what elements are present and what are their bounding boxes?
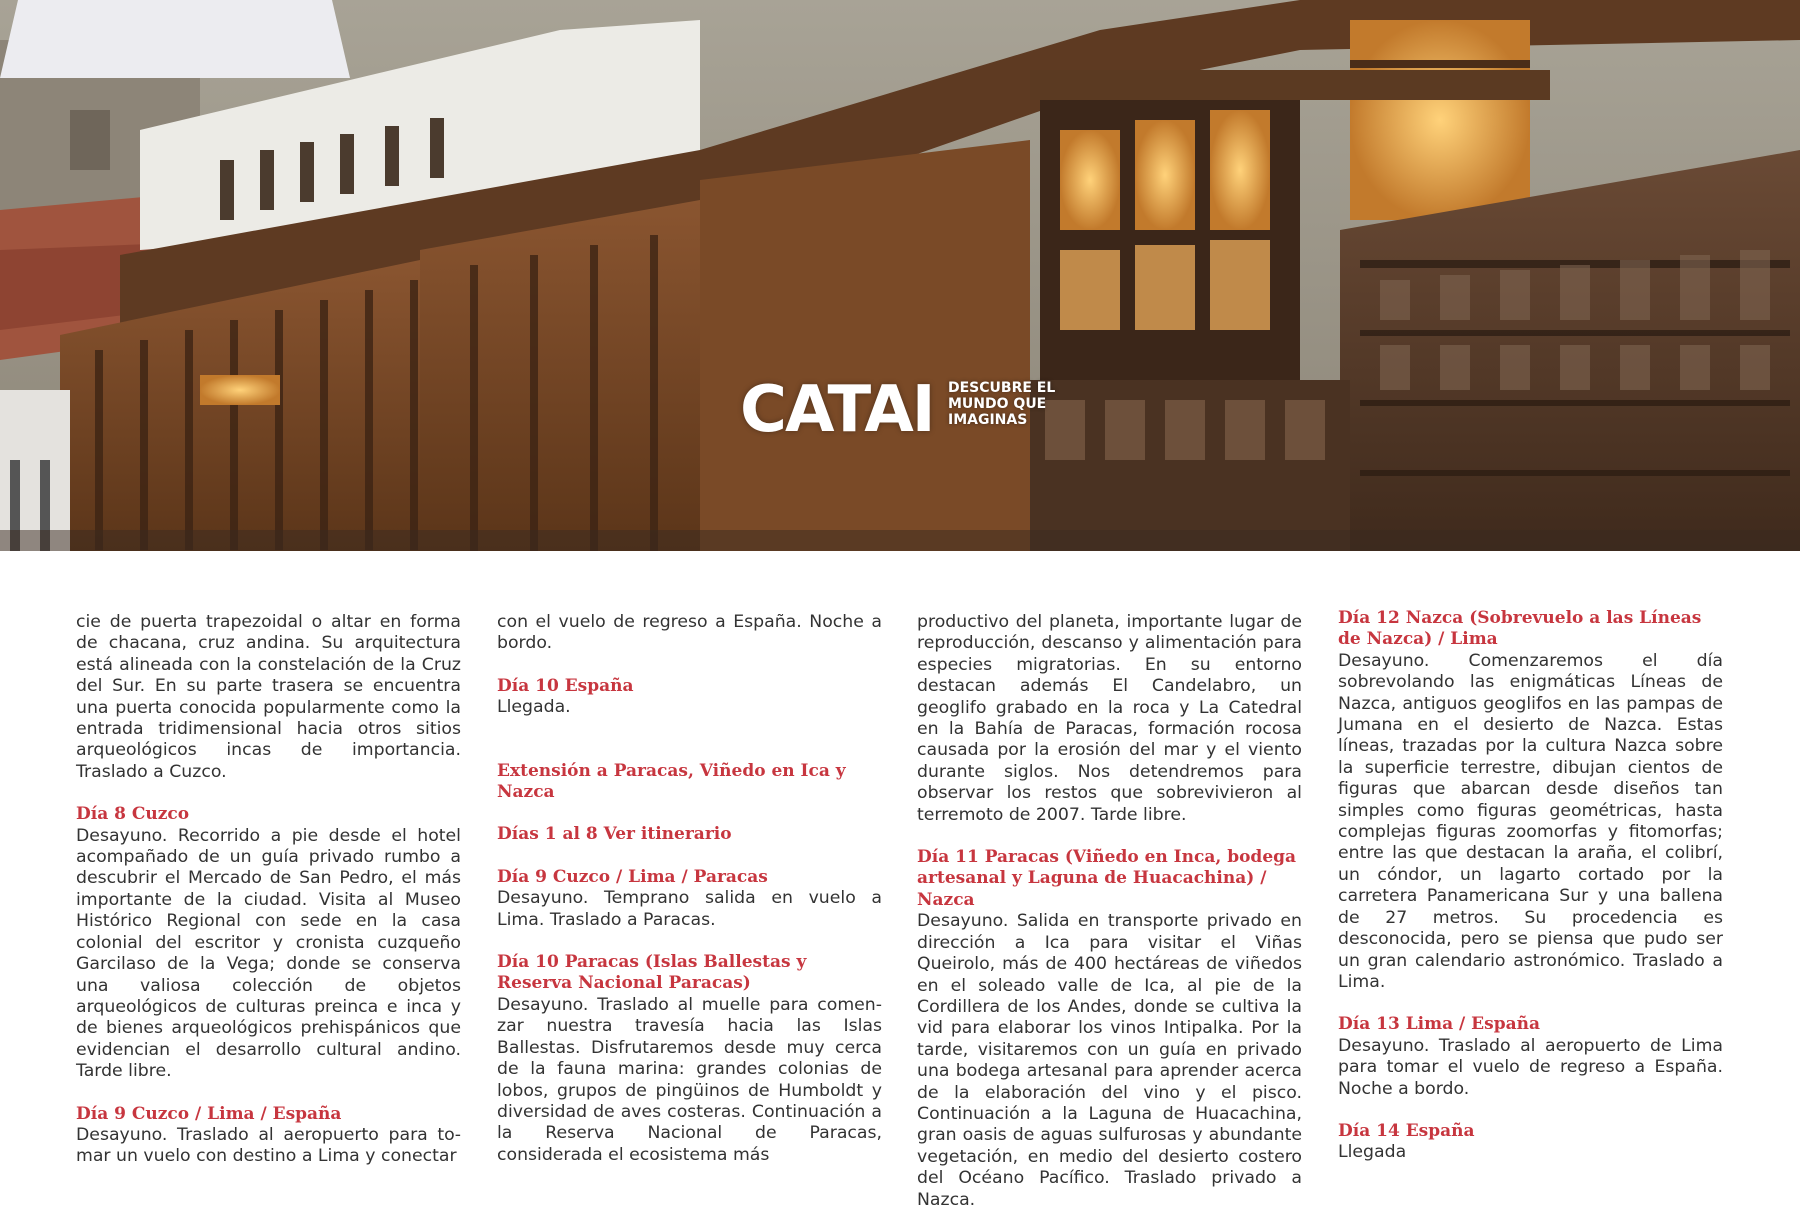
column-1	[76, 612, 461, 1189]
paragraph-spacer	[497, 846, 882, 867]
day-heading: Día 13 Lima / España	[1338, 1014, 1540, 1035]
day-description: Desayuno. Salida en transporte privado en dirección a Ica para visitar el Viñas Queirolo, más de 400 hectáreas de viñedos en el soleado valle de Ica, al pie de la Cordillera de los Andes, donde se cultiva la vid para elaborar los vinos Intipalka. Por la tarde, visitaremos con un guía en privado una bodega artesanal para aprender acerca de la elaboración del vino y el pisco. Continuación a la Laguna de Huacachina, gran oasis de aguas sulfurosas y abundante vegetación, en medio del desierto costero del Océano Pacífico. Traslado privado a Nazca.	[917, 911, 1302, 1210]
day-description: Desayuno. Traslado al aeropuerto para tomar un vuelo con destino a Lima y conectar	[76, 1124, 461, 1167]
day-heading: Día 9 Cuzco / Lima / España	[76, 1103, 342, 1124]
itinerary-columns	[0, 608, 1800, 1210]
brand-logo	[740, 375, 1070, 445]
day-heading: Día 11 Paracas (Viñedo en Inca, bodega artesanal y Laguna de Huacachina) / Nazca	[917, 847, 1297, 910]
colonial-street-balconies-photo	[0, 0, 1800, 551]
paragraph-spacer	[497, 740, 882, 761]
column-3	[917, 612, 1302, 1232]
page-tab-shape	[0, 0, 350, 78]
day-description: Desayuno. Traslado al aeropuerto de Lima para tomar el vuelo de regreso a España. Noche a bordo.	[1338, 1035, 1723, 1099]
day-heading: Día 10 Paracas (Islas Ballestas y Reserva Nacional Paracas)	[497, 952, 807, 994]
day-description: Llegada	[1338, 1142, 1407, 1163]
day-heading: Día 14 España	[1338, 1120, 1475, 1141]
day-description: con el vuelo de regreso a España. Noche a bordo.	[497, 612, 882, 654]
day-description: Desayuno. Recorrido a pie desde el hotel acompañado de un guía privado rumbo a descubrir el Mercado de San Pedro, el más importante de la ciudad. Visita al Museo Histórico Regional con sede en la casa colonial del escritor y cronista cuzqueño Garcilaso de la Vega; donde se conserva una valiosa colección de objetos arqueológicos de culturas preinca e inca y de bienes arqueológicos prehispánicos que evidencian el desarrollo cultural andino. Tarde libre.	[76, 825, 461, 1082]
paragraph-spacer	[497, 803, 882, 824]
day-heading: Día 8 Cuzco	[76, 804, 190, 825]
day-description: Llegada.	[497, 697, 571, 718]
day-description: productivo del planeta, importante lugar de reproducción, descanso y alimentación para especies migratorias. En su entorno destacan además El Candelabro, un geoglifo grabado en la roca y La Catedral en la Bahía de Paracas, formación rocosa causada por la erosión del mar y el viento durante siglos. Nos detendremos para observar los restos que sobrevivieron al terremoto de 2007. Tarde libre.	[917, 612, 1302, 825]
brand-tagline: DESCUBRE EL MUNDO QUE IMAGINAS	[948, 380, 1056, 428]
column-2	[497, 612, 882, 1187]
column-4	[1338, 608, 1723, 1185]
day-heading: Día 10 España	[497, 675, 634, 696]
day-description: Desayuno. Comenzaremos el día sobrevolando las enigmáticas Líneas de Nazca, antiguos geoglifos en las pampas de Jumana en el desierto de Nazca. Estas líneas, trazadas por la cultura Nazca sobre la superficie terrestre, dibujan cientos de figuras que abarcan desde diseños tan simples como figuras geométricas, hasta complejas figuras zoomorfas y fitomorfas; entre las que destacan la araña, el colibrí, un cóndor, un lagarto cortado por la carretera Panamericana Sur y una ballena de 27 metros. Su procedencia es desconocida, pero se piensa que pudo ser un gran calendario astronómico. Traslado a Lima.	[1338, 650, 1723, 992]
day-description: cie de puerta trapezoidal o altar en forma de chacana, cruz andina. Su arquitectura está alineada con la constelación de la Cruz del Sur. En su parte trasera se encuentra una puerta conocida popularmente como la entrada tridimensional hacia otros sitios arqueológicos incas de importancia. Traslado a Cuzco.	[76, 612, 461, 782]
brand-name: CATAI	[740, 373, 934, 447]
day-description: Desayuno. Traslado al muelle para comenzar nuestra travesía hacia las Islas Ballestas. Disfrutaremos desde muy cerca de la fauna marina: grandes colonias de lobos, grupos de pingüinos de Humboldt y diversidad de aves costeras. Continuación a la Reserva Nacional de Paracas, considerada el ecosistema más	[497, 994, 882, 1165]
day-heading: Día 12 Nazca (Sobrevuelo a las Líneas de Nazca) / Lima	[1338, 608, 1702, 650]
day-description: Desayuno. Temprano salida en vuelo a Lima. Traslado a Paracas.	[497, 888, 882, 930]
day-heading: Extensión a Paracas, Viñedo en Ica y Nazca	[497, 760, 846, 803]
day-heading: Día 9 Cuzco / Lima / Paracas	[497, 866, 768, 887]
hero-photo	[0, 0, 1800, 551]
day-heading: Días 1 al 8 Ver itinerario	[497, 824, 732, 845]
